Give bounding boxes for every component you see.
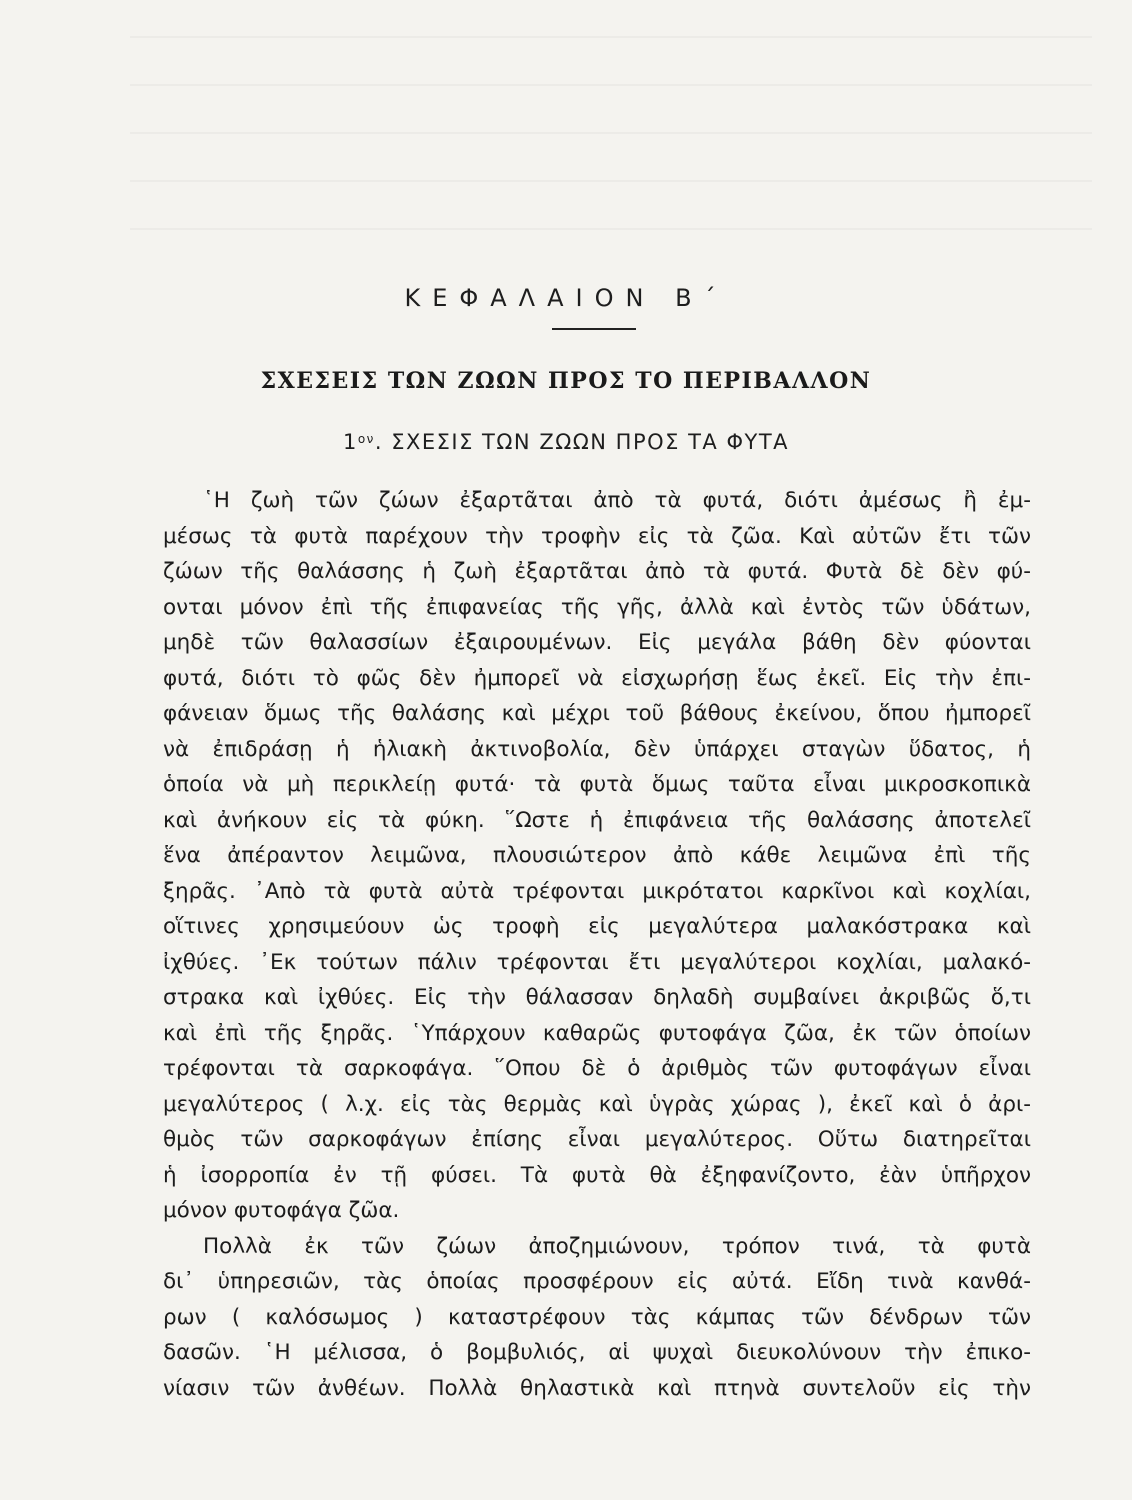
- chapter-heading: ΚΕΦΑΛΑΙΟΝ Β΄: [404, 284, 728, 312]
- text-line: ἕνα ἀπέραντον λειμῶνα, πλουσιώτερον ἀπὸ κάθε λειμῶνα ἐπὶ τῆς: [163, 843, 1031, 868]
- text-line: ἰχθύες. ᾿Εκ τούτων πάλιν τρέφονται ἔτι μεγαλύτεροι κοχλίαι, μαλακό-: [163, 949, 1031, 975]
- text-line: μεγαλύτερος ( λ.χ. εἰς τὰς θερμὰς καὶ ὑγρὰς χώρας ), ἐκεῖ καὶ ὁ ἀρι-: [163, 1091, 1031, 1117]
- text-line: ζώων τῆς θαλάσσης ἡ ζωὴ ἐξαρτᾶται ἀπὸ τὰ φυτά. Φυτὰ δὲ δὲν φύ-: [163, 559, 1031, 584]
- show-through-texture: [130, 0, 1092, 250]
- text-line: ρων ( καλόσωμος ) καταστρέφουν τὰς κάμπας τῶν δένδρων τῶν: [163, 1304, 1031, 1330]
- text-line: τρέφονται τὰ σαρκοφάγα. ῞Οπου δὲ ὁ ἀριθμὸς τῶν φυτοφάγων εἶναι: [163, 1056, 1031, 1081]
- text-line: ονται μόνον ἐπὶ τῆς ἐπιφανείας τῆς γῆς, ἀλλὰ καὶ ἐντὸς τῶν ὑδάτων,: [163, 594, 1031, 620]
- text-line: νίασιν τῶν ἀνθέων. Πολλὰ θηλαστικὰ καὶ πτηνὰ συντελοῦν εἰς τὴν: [163, 1375, 1031, 1401]
- text-line: καὶ ἀνήκουν εἰς τὰ φύκη. ῞Ωστε ἡ ἐπιφάνεια τῆς θαλάσσης ἀποτελεῖ: [163, 807, 1031, 833]
- text-line: καὶ ἐπὶ τῆς ξηρᾶς. ῾Υπάρχουν καθαρῶς φυτοφάγα ζῶα, ἐκ τῶν ὁποίων: [163, 1020, 1031, 1046]
- text-line: ῾Η ζωὴ τῶν ζώων ἐξαρτᾶται ἀπὸ τὰ φυτά, διότι ἀμέσως ἢ ἐμ-: [203, 488, 1031, 513]
- text-line: μηδὲ τῶν θαλασσίων ἐξαιρουμένων. Εἰς μεγάλα βάθη δὲν φύονται: [163, 630, 1031, 655]
- text-line: ξηρᾶς. ᾿Απὸ τὰ φυτὰ αὐτὰ τρέφονται μικρότατοι καρκῖνοι καὶ κοχλίαι,: [163, 878, 1031, 904]
- text-line: μέσως τὰ φυτὰ παρέχουν τὴν τροφὴν εἰς τὰ ζῶα. Καὶ αὐτῶν ἔτι τῶν: [163, 523, 1031, 549]
- text-line: Πολλὰ ἐκ τῶν ζώων ἀποζημιώνουν, τρόπον τινά, τὰ φυτὰ: [203, 1233, 1031, 1259]
- text-line: οἵτινες χρησιμεύουν ὡς τροφὴ εἰς μεγαλύτερα μαλακόστρακα καὶ: [163, 914, 1031, 939]
- chapter-title: ΣΧΕΣΕΙΣ ΤΩΝ ΖΩΩΝ ΠΡΟΣ ΤΟ ΠΕΡΙΒΑΛΛΟΝ: [260, 368, 872, 394]
- section-number-suffix: ον: [357, 432, 375, 446]
- body-text: [163, 483, 1031, 1406]
- text-line: φυτά, διότι τὸ φῶς δὲν ἠμπορεῖ νὰ εἰσχωρήσῃ ἕως ἐκεῖ. Εἰς τὴν ἐπι-: [163, 665, 1031, 691]
- text-line: ὁποία νὰ μὴ περικλείῃ φυτά· τὰ φυτὰ ὅμως ταῦτα εἶναι μικροσκοπικὰ: [163, 772, 1031, 797]
- text-line: νὰ ἐπιδράσῃ ἡ ἡλιακὴ ἀκτινοβολία, δὲν ὑπάρχει σταγὼν ὕδατος, ἡ: [163, 736, 1031, 762]
- section-heading: [0, 430, 1132, 454]
- text-line: ἡ ἰσορροπία ἐν τῇ φύσει. Τὰ φυτὰ θὰ ἐξηφανίζοντο, ἐὰν ὑπῆρχον: [163, 1162, 1031, 1188]
- paragraph: [163, 483, 1031, 1229]
- section-number: 1: [342, 430, 358, 454]
- paragraph: [163, 1229, 1031, 1407]
- text-line: φάνειαν ὅμως τῆς θαλάσης καὶ μέχρι τοῦ βάθους ἐκείνου, ὅπου ἠμπορεῖ: [163, 701, 1031, 726]
- text-line: στρακα καὶ ἰχθύες. Εἰς τὴν θάλασσαν δηλαδὴ συμβαίνει ἀκριβῶς ὅ,τι: [163, 985, 1031, 1010]
- text-line: δασῶν. ῾Η μέλισσα, ὁ βομβυλιός, αἱ ψυχαὶ διευκολύνουν τὴν ἐπικο-: [163, 1340, 1031, 1365]
- text-line: δι᾿ ὑπηρεσιῶν, τὰς ὁποίας προσφέρουν εἰς αὐτά. Εἴδη τινὰ κανθά-: [163, 1269, 1031, 1294]
- heading-divider: [552, 328, 636, 330]
- text-line: θμὸς τῶν σαρκοφάγων ἐπίσης εἶναι μεγαλύτερος. Οὕτω διατηρεῖται: [163, 1127, 1031, 1152]
- section-title: . ΣΧΕΣΙΣ ΤΩΝ ΖΩΩΝ ΠΡΟΣ ΤΑ ΦΥΤΑ: [374, 430, 790, 454]
- text-line: μόνον φυτοφάγα ζῶα.: [163, 1198, 400, 1223]
